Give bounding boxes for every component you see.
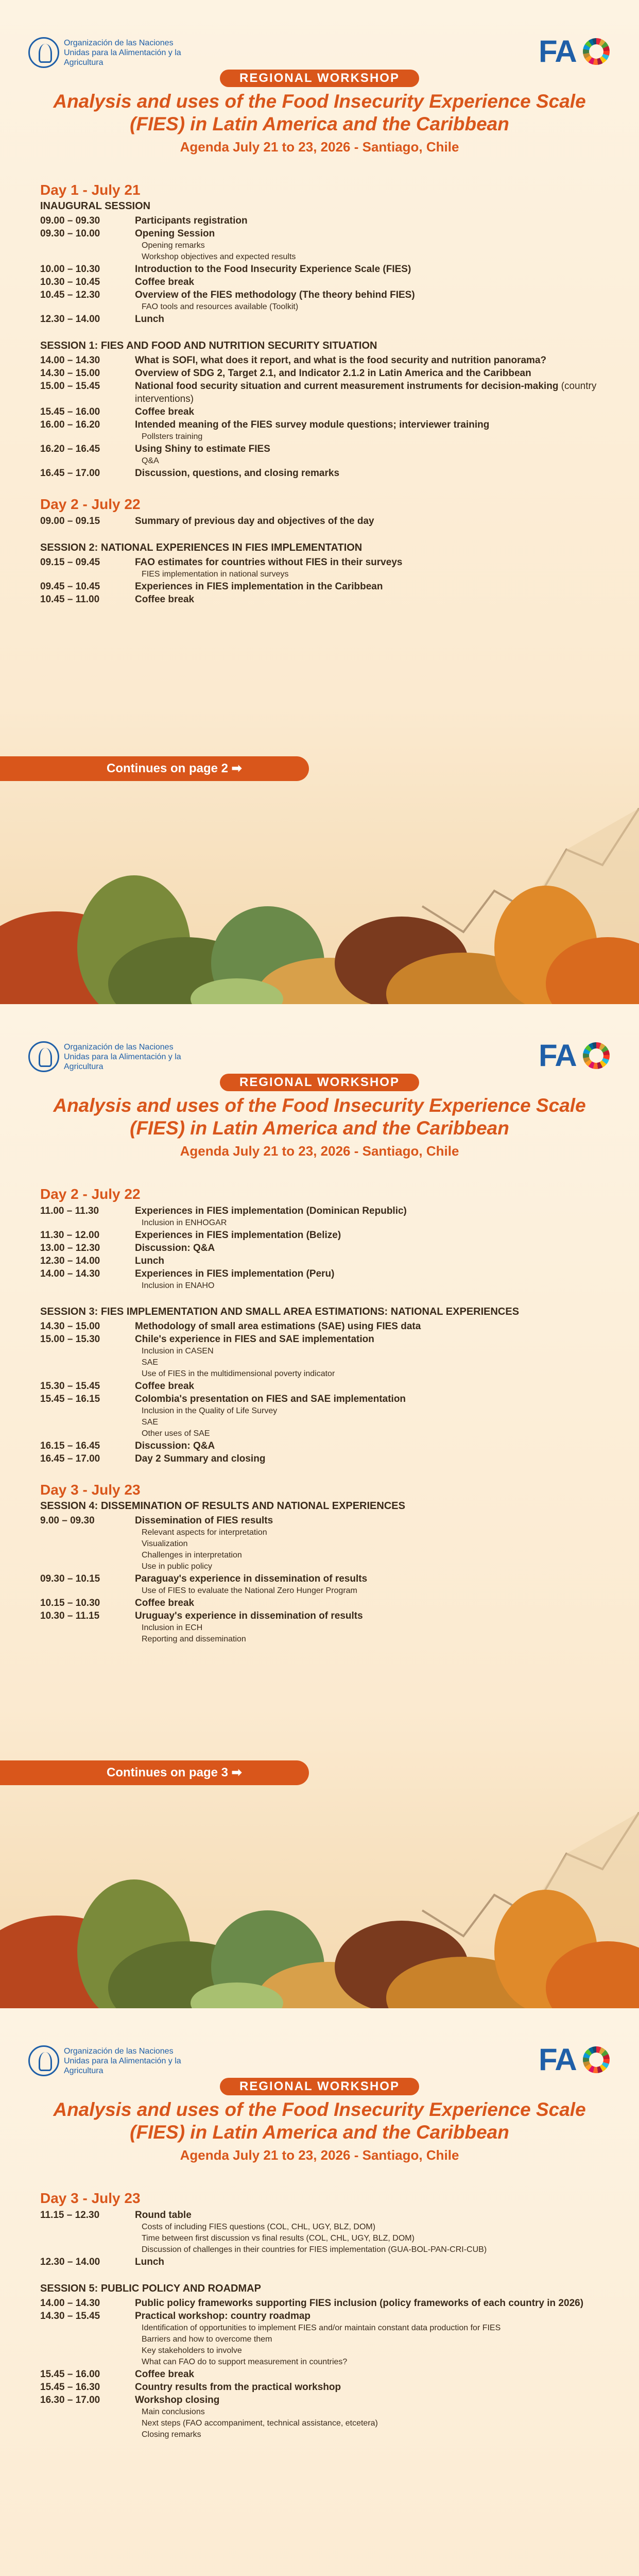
- agenda-item: [40, 1609, 601, 1622]
- agenda-item: [40, 2310, 601, 2323]
- session-heading: SESSION 4: DISSEMINATION OF RESULTS AND NATIONAL EXPERIENCES: [40, 1500, 405, 1512]
- agenda-description: [135, 1267, 601, 1280]
- agenda-item: [40, 1572, 601, 1585]
- agenda-item: [40, 367, 601, 380]
- agenda-title: Experiences in FIES implementation (Dominican Republic): [135, 1206, 407, 1216]
- document-title: Analysis and uses of the Food Insecurity Experience Scale (FIES) in Latin America and the Caribbean: [53, 1095, 586, 1139]
- agenda-content: [40, 1182, 601, 1645]
- agenda-time: 09.45 – 10.45: [40, 581, 100, 592]
- agenda-item: [40, 556, 601, 569]
- agenda-item: [40, 467, 601, 480]
- fao-sdg-logo: [539, 35, 611, 68]
- organization-name: Organización de las Naciones Unidas para la Alimentación y la Agricultura: [64, 2047, 181, 2075]
- document-title: Analysis and uses of the Food Insecurity Experience Scale (FIES) in Latin America and the Caribbean: [53, 2099, 586, 2143]
- agenda-subitem: SAE: [142, 1358, 159, 1367]
- agenda-subitem: Q&A: [142, 456, 159, 465]
- agenda-title: Coffee break: [135, 1598, 195, 1608]
- agenda-subitem: Opening remarks: [142, 241, 205, 250]
- agenda-item: [40, 1320, 601, 1333]
- agenda-item: [40, 515, 601, 528]
- agenda-description: [135, 1205, 601, 1217]
- agenda-description: [135, 367, 601, 380]
- agenda-time: 10.30 – 11.15: [40, 1611, 100, 1621]
- continues-banner: [0, 1760, 309, 1785]
- agenda-time: 15.30 – 15.45: [40, 1381, 100, 1392]
- agenda-description: [135, 313, 601, 326]
- agenda-description: [135, 580, 601, 593]
- agenda-title: Workshop closing: [135, 2395, 220, 2405]
- agenda-item: [40, 2256, 601, 2268]
- agenda-title: Practical workshop: country roadmap: [135, 2311, 311, 2321]
- agenda-subitem: Identification of opportunities to implement FIES and/or maintain constant data production for FIES: [142, 2324, 501, 2332]
- agenda-time: 10.15 – 10.30: [40, 1598, 100, 1608]
- agenda-time: 14.00 – 14.30: [40, 2298, 100, 2309]
- agenda-time: 09.00 – 09.30: [40, 215, 100, 226]
- agenda-time: 12.30 – 14.00: [40, 1256, 100, 1266]
- agenda-title: Summary of previous day and objectives of the day: [135, 516, 374, 527]
- spacer: [40, 1465, 601, 1478]
- agenda-subitem: Pollsters training: [142, 432, 203, 441]
- agenda-time: 15.45 – 16.00: [40, 2369, 100, 2380]
- agenda-item: [40, 2381, 601, 2394]
- agenda-time: 16.30 – 17.00: [40, 2395, 100, 2405]
- agenda-title: Discussion: Q&A: [135, 1243, 215, 1253]
- agenda-item: [40, 418, 601, 431]
- fao-logo-text: FA: [539, 2042, 576, 2077]
- agenda-item: [40, 263, 601, 276]
- agenda-description: [135, 354, 601, 367]
- agenda-description: [135, 1333, 601, 1346]
- agenda-description: [135, 1255, 601, 1267]
- agenda-item: [40, 443, 601, 455]
- agenda-item: [40, 227, 601, 240]
- organization-name: Organización de las Naciones Unidas para la Alimentación y la Agricultura: [64, 39, 181, 67]
- fao-logo-text: FA: [539, 34, 576, 69]
- agenda-time: 15.45 – 16.00: [40, 406, 100, 417]
- agenda-item: [40, 289, 601, 301]
- fao-logo-text: FA: [539, 1038, 576, 1073]
- agenda-description: [135, 515, 601, 528]
- agenda-description: [135, 443, 601, 455]
- agenda-page-2: [0, 1004, 639, 2008]
- agenda-description: [135, 2310, 601, 2323]
- agenda-time: 16.45 – 17.00: [40, 1453, 100, 1464]
- agenda-item: [40, 276, 601, 289]
- agenda-dates: Agenda July 21 to 23, 2026 - Santiago, Chile: [180, 139, 459, 155]
- session-heading: INAUGURAL SESSION: [40, 200, 151, 212]
- agenda-item: [40, 1205, 601, 1217]
- agenda-description: [135, 2209, 601, 2222]
- session-heading: SESSION 2: NATIONAL EXPERIENCES IN FIES IMPLEMENTATION: [40, 542, 362, 553]
- agenda-time: 14.00 – 14.30: [40, 355, 100, 366]
- agenda-subitem: FIES implementation in national surveys: [142, 570, 289, 579]
- agenda-description: [135, 556, 601, 569]
- spacer: [40, 480, 601, 492]
- workshop-badge: REGIONAL WORKSHOP: [220, 2078, 419, 2095]
- agenda-subitem: Inclusion in ENAHO: [142, 1281, 215, 1290]
- day-heading: Day 2 - July 22: [40, 1186, 141, 1202]
- agenda-time: 12.30 – 14.00: [40, 2257, 100, 2267]
- agenda-dates: Agenda July 21 to 23, 2026 - Santiago, Chile: [180, 1143, 459, 1159]
- agenda-description: [135, 1514, 601, 1527]
- spacer: [40, 326, 601, 338]
- agenda-title: Experiences in FIES implementation (Belize): [135, 1230, 341, 1241]
- agenda-item: [40, 1333, 601, 1346]
- agenda-description: [135, 1229, 601, 1242]
- decorative-food-illustration: [0, 1782, 639, 2008]
- agenda-time: 10.30 – 10.45: [40, 277, 100, 287]
- agenda-description: [135, 1439, 601, 1452]
- agenda-item: [40, 1393, 601, 1405]
- agenda-description: [135, 1597, 601, 1609]
- agenda-description: [135, 227, 601, 240]
- agenda-title: Chile's experience in FIES and SAE implementation: [135, 1334, 374, 1345]
- fao-emblem-icon: [28, 37, 59, 68]
- agenda-time: 10.45 – 11.00: [40, 594, 100, 605]
- agenda-subitem: Workshop objectives and expected results: [142, 252, 296, 261]
- agenda-time: 11.15 – 12.30: [40, 2210, 100, 2221]
- agenda-subitem: Reporting and dissemination: [142, 1635, 246, 1643]
- agenda-item: [40, 405, 601, 418]
- decorative-food-illustration: [0, 777, 639, 1004]
- agenda-title: Discussion: Q&A: [135, 1440, 215, 1451]
- session-heading: SESSION 5: PUBLIC POLICY AND ROADMAP: [40, 2283, 261, 2294]
- agenda-item: [40, 1267, 601, 1280]
- agenda-time: 9.00 – 09.30: [40, 1515, 95, 1526]
- agenda-title: Coffee break: [135, 406, 195, 417]
- agenda-item: [40, 214, 601, 227]
- fao-sdg-logo: [539, 2043, 611, 2076]
- agenda-item: [40, 2394, 601, 2406]
- day-heading: Day 3 - July 23: [40, 2190, 141, 2206]
- agenda-time: 15.45 – 16.15: [40, 1394, 100, 1404]
- agenda-item: [40, 313, 601, 326]
- agenda-title: FAO estimates for countries without FIES in their surveys: [135, 557, 403, 568]
- agenda-title: Lunch: [135, 314, 164, 325]
- agenda-title: Overview of the FIES methodology (The theory behind FIES): [135, 290, 415, 300]
- agenda-title: Coffee break: [135, 594, 195, 605]
- agenda-subitem: Time between first discussion vs final results (COL, CHL, UGY, BLZ, DOM): [142, 2234, 415, 2243]
- agenda-title: Coffee break: [135, 1381, 195, 1392]
- agenda-time: 16.00 – 16.20: [40, 419, 100, 430]
- agenda-item: [40, 2209, 601, 2222]
- agenda-description: [135, 2368, 601, 2381]
- agenda-title: Using Shiny to estimate FIES: [135, 444, 270, 454]
- agenda-subitem: Other uses of SAE: [142, 1429, 210, 1438]
- agenda-time: 09.30 – 10.00: [40, 228, 100, 239]
- agenda-item: [40, 1452, 601, 1465]
- agenda-item: [40, 2368, 601, 2381]
- agenda-time: 09.30 – 10.15: [40, 1573, 100, 1584]
- agenda-item: [40, 380, 601, 405]
- agenda-item: [40, 2297, 601, 2310]
- agenda-subitem: Visualization: [142, 1539, 188, 1548]
- fao-emblem-icon: [28, 1041, 59, 1072]
- agenda-description: [135, 276, 601, 289]
- agenda-subitem: Relevant aspects for interpretation: [142, 1528, 267, 1537]
- spacer: [40, 1292, 601, 1304]
- agenda-title: Experiences in FIES implementation (Peru): [135, 1268, 335, 1279]
- agenda-title: Participants registration: [135, 215, 248, 226]
- agenda-content: [40, 178, 601, 606]
- session-heading: SESSION 1: FIES AND FOOD AND NUTRITION SECURITY SITUATION: [40, 340, 377, 351]
- agenda-description: [135, 593, 601, 606]
- agenda-time: 09.00 – 09.15: [40, 516, 100, 527]
- agenda-title: Uruguay's experience in dissemination of results: [135, 1611, 363, 1621]
- agenda-title: Overview of SDG 2, Target 2.1, and Indicator 2.1.2 in Latin America and the Caribbean: [135, 368, 531, 379]
- agenda-subitem: SAE: [142, 1418, 159, 1427]
- agenda-description: [135, 1242, 601, 1255]
- sdg-wheel-icon: [583, 1042, 610, 1069]
- agenda-content: [40, 2186, 601, 2441]
- continues-text: Continues on page 2 ➡: [107, 761, 242, 775]
- agenda-title: Country results from the practical workshop: [135, 2382, 341, 2393]
- agenda-subitem: Use of FIES to evaluate the National Zero Hunger Program: [142, 1586, 357, 1595]
- workshop-badge: REGIONAL WORKSHOP: [220, 70, 419, 87]
- agenda-title: National food security situation and current measurement instruments for decision-making: [135, 381, 559, 392]
- agenda-description: [135, 1320, 601, 1333]
- agenda-title: Lunch: [135, 2257, 164, 2267]
- agenda-title: Colombia's presentation on FIES and SAE implementation: [135, 1394, 406, 1404]
- agenda-subitem: Discussion of challenges in their countries for FIES implementation (GUA-BOL-PAN-CRI-CUB): [142, 2245, 487, 2254]
- agenda-time: 16.45 – 17.00: [40, 468, 100, 479]
- agenda-subitem: Inclusion in ENHOGAR: [142, 1218, 227, 1227]
- agenda-description: [135, 263, 601, 276]
- agenda-description: [135, 2256, 601, 2268]
- day-heading: Day 1 - July 21: [40, 182, 141, 198]
- day-heading: Day 2 - July 22: [40, 496, 141, 512]
- agenda-description: [135, 2394, 601, 2406]
- agenda-time: 15.00 – 15.45: [40, 381, 100, 392]
- agenda-note: (country interventions): [135, 381, 597, 404]
- agenda-description: [135, 467, 601, 480]
- agenda-page-3: [0, 2008, 639, 2576]
- continues-text: Continues on page 3 ➡: [107, 1766, 242, 1780]
- agenda-time: 16.20 – 16.45: [40, 444, 100, 454]
- agenda-description: [135, 1393, 601, 1405]
- agenda-time: 14.30 – 15.00: [40, 368, 100, 379]
- agenda-description: [135, 2381, 601, 2394]
- agenda-description: [135, 405, 601, 418]
- agenda-title: What is SOFI, what does it report, and what is the food security and nutrition panorama?: [135, 355, 547, 366]
- agenda-subitem: Barriers and how to overcome them: [142, 2335, 272, 2344]
- agenda-dates: Agenda July 21 to 23, 2026 - Santiago, Chile: [180, 2147, 459, 2163]
- agenda-item: [40, 1229, 601, 1242]
- agenda-subitem: Use of FIES in the multidimensional poverty indicator: [142, 1369, 335, 1378]
- agenda-description: [135, 418, 601, 431]
- agenda-title: Coffee break: [135, 277, 195, 287]
- agenda-description: [135, 380, 601, 405]
- agenda-subitem: FAO tools and resources available (Toolkit): [142, 302, 299, 311]
- agenda-time: 15.45 – 16.30: [40, 2382, 100, 2393]
- agenda-time: 11.00 – 11.30: [40, 1206, 99, 1216]
- agenda-subitem: Inclusion in the Quality of Life Survey: [142, 1406, 278, 1415]
- agenda-title: Dissemination of FIES results: [135, 1515, 273, 1526]
- agenda-description: [135, 289, 601, 301]
- agenda-subitem: Key stakeholders to involve: [142, 2346, 242, 2355]
- session-heading: SESSION 3: FIES IMPLEMENTATION AND SMALL AREA ESTIMATIONS: NATIONAL EXPERIENCES: [40, 1306, 520, 1317]
- sdg-wheel-icon: [583, 38, 610, 65]
- agenda-title: Paraguay's experience in dissemination of results: [135, 1573, 368, 1584]
- agenda-item: [40, 1597, 601, 1609]
- agenda-description: [135, 1452, 601, 1465]
- agenda-time: 14.30 – 15.00: [40, 1321, 100, 1332]
- agenda-time: 09.15 – 09.45: [40, 557, 100, 568]
- agenda-subitem: Inclusion in CASEN: [142, 1347, 214, 1355]
- agenda-description: [135, 1609, 601, 1622]
- agenda-time: 10.00 – 10.30: [40, 264, 100, 275]
- continues-banner: [0, 756, 309, 781]
- spacer: [40, 2268, 601, 2281]
- agenda-description: [135, 2297, 601, 2310]
- agenda-time: 15.00 – 15.30: [40, 1334, 100, 1345]
- agenda-title: Experiences in FIES implementation in the Caribbean: [135, 581, 383, 592]
- agenda-title: Discussion, questions, and closing remarks: [135, 468, 340, 479]
- agenda-description: [135, 1380, 601, 1393]
- agenda-title: Lunch: [135, 1256, 164, 1266]
- agenda-title: Public policy frameworks supporting FIES inclusion (policy frameworks of each country in 2026): [135, 2298, 584, 2309]
- agenda-item: [40, 580, 601, 593]
- agenda-title: Round table: [135, 2210, 192, 2221]
- agenda-time: 11.30 – 12.00: [40, 1230, 100, 1241]
- agenda-subitem: Main conclusions: [142, 2408, 205, 2416]
- agenda-item: [40, 354, 601, 367]
- agenda-subitem: Costs of including FIES questions (COL, CHL, UGY, BLZ, DOM): [142, 2223, 376, 2231]
- agenda-item: [40, 1242, 601, 1255]
- agenda-time: 13.00 – 12.30: [40, 1243, 100, 1253]
- fao-sdg-logo: [539, 1039, 611, 1072]
- agenda-item: [40, 1439, 601, 1452]
- day-heading: Day 3 - July 23: [40, 1482, 141, 1498]
- workshop-badge: REGIONAL WORKSHOP: [220, 1074, 419, 1091]
- agenda-title: Opening Session: [135, 228, 215, 239]
- agenda-title: Coffee break: [135, 2369, 195, 2380]
- agenda-subitem: Inclusion in ECH: [142, 1623, 203, 1632]
- agenda-subitem: Closing remarks: [142, 2430, 201, 2439]
- agenda-subitem: What can FAO do to support measurement in countries?: [142, 2358, 348, 2366]
- agenda-description: [135, 214, 601, 227]
- agenda-time: 10.45 – 12.30: [40, 290, 100, 300]
- agenda-time: 12.30 – 14.00: [40, 314, 100, 325]
- spacer: [40, 528, 601, 540]
- agenda-title: Methodology of small area estimations (SAE) using FIES data: [135, 1321, 421, 1332]
- document-title: Analysis and uses of the Food Insecurity Experience Scale (FIES) in Latin America and the Caribbean: [53, 91, 586, 134]
- agenda-subitem: Use in public policy: [142, 1562, 212, 1571]
- fao-emblem-icon: [28, 2045, 59, 2076]
- organization-name: Organización de las Naciones Unidas para la Alimentación y la Agricultura: [64, 1043, 181, 1071]
- sdg-wheel-icon: [583, 2046, 610, 2073]
- agenda-title: Day 2 Summary and closing: [135, 1453, 266, 1464]
- agenda-time: 16.15 – 16.45: [40, 1440, 100, 1451]
- agenda-item: [40, 1380, 601, 1393]
- agenda-page-1: [0, 0, 639, 1004]
- agenda-title: Intended meaning of the FIES survey module questions; interviewer training: [135, 419, 490, 430]
- agenda-time: 14.30 – 15.45: [40, 2311, 100, 2321]
- agenda-subitem: Next steps (FAO accompaniment, technical assistance, etcetera): [142, 2419, 378, 2428]
- agenda-item: [40, 1255, 601, 1267]
- agenda-item: [40, 593, 601, 606]
- agenda-time: 14.00 – 14.30: [40, 1268, 100, 1279]
- agenda-title: Introduction to the Food Insecurity Experience Scale (FIES): [135, 264, 411, 275]
- agenda-subitem: Challenges in interpretation: [142, 1551, 242, 1560]
- agenda-description: [135, 1572, 601, 1585]
- agenda-item: [40, 1514, 601, 1527]
